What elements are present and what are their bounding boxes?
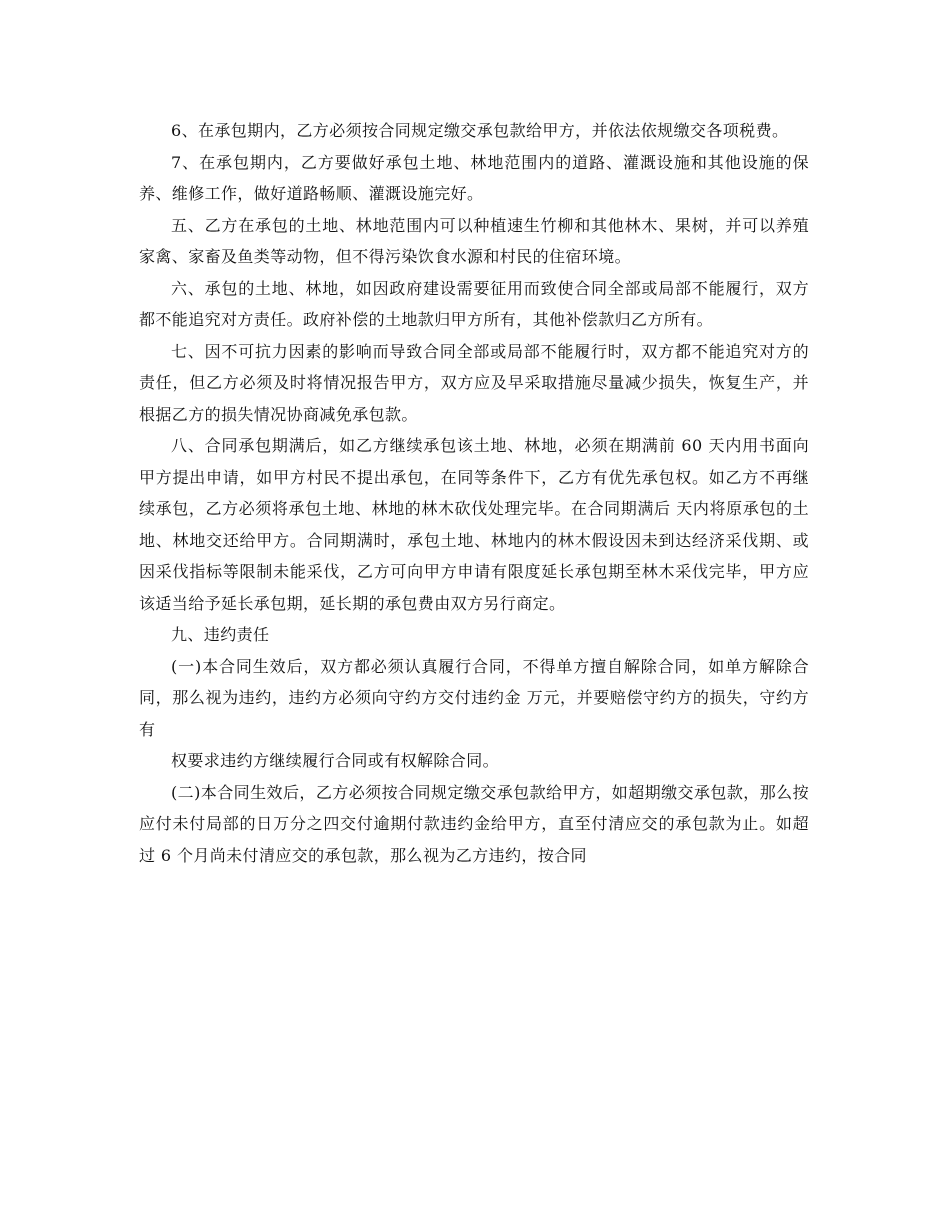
paragraph-breach-clause-1-continuation: 权要求违约方继续履行合同或有权解除合同。: [171, 751, 500, 770]
paragraph-6-payment: 6、在承包期内，乙方必须按合同规定缴交承包款给甲方，并依法依规缴交各项税费。: [171, 121, 789, 140]
paragraph-7-maintenance: 7、在承包期内，乙方要做好承包土地、林地范围内的道路、灌溉设施和其他设施的保养、维修工作，做好道路畅顺、灌溉设施完好。: [139, 152, 809, 203]
paragraph-five-planting: 五、乙方在承包的土地、林地范围内可以种植速生竹柳和其他林木、果树，并可以养殖家禽、家畜及鱼类等动物，但不得污染饮食水源和村民的住宿环境。: [139, 215, 809, 266]
document-body: [139, 115, 809, 871]
paragraph-eight-contract-expiry: 八、合同承包期满后，如乙方继续承包该土地、林地，必须在期满前 60 天内用书面向甲方提出申请，如甲方村民不提出承包，在同等条件下，乙方有优先承包权。如乙方不再继续承包，乙方必须将承包土地、林地的林木砍伐处理完毕。在合同期满后 天内将原承包的土地、林地交还给甲方。合同期满时，承包土地、林地内的林木假设因未到达经济采伐期、或因采伐指标等限制未能采伐，乙方可向甲方申请有限度延长承包期至林木采伐完毕，甲方应该适当给予延长承包期，延长期的承包费由双方另行商定。: [139, 436, 809, 613]
paragraph-seven-force-majeure: 七、因不可抗力因素的影响而导致合同全部或局部不能履行时，双方都不能追究对方的责任，但乙方必须及时将情况报告甲方，双方应及早采取措施尽量减少损失，恢复生产，并根据乙方的损失情况协商减免承包款。: [139, 341, 809, 424]
paragraph-breach-clause-1: (一)本合同生效后，双方都必须认真履行合同，不得单方擅自解除合同，如单方解除合同，那么视为违约，违约方必须向守约方交付违约金 万元，并要赔偿守约方的损失，守约方有: [139, 656, 809, 739]
paragraph-nine-breach-heading: 九、违约责任: [171, 625, 270, 644]
paragraph-breach-clause-2: (二)本合同生效后，乙方必须按合同规定缴交承包款给甲方，如超期缴交承包款，那么按应付未付局部的日万分之四交付逾期付款违约金给甲方，直至付清应交的承包款为止。如超过 6 个月尚未付清应交的承包款，那么视为乙方违约，按合同: [139, 782, 809, 865]
paragraph-six-government-expropriation: 六、承包的土地、林地，如因政府建设需要征用而致使合同全部或局部不能履行，双方都不能追究对方责任。政府补偿的土地款归甲方所有，其他补偿款归乙方所有。: [139, 278, 809, 329]
